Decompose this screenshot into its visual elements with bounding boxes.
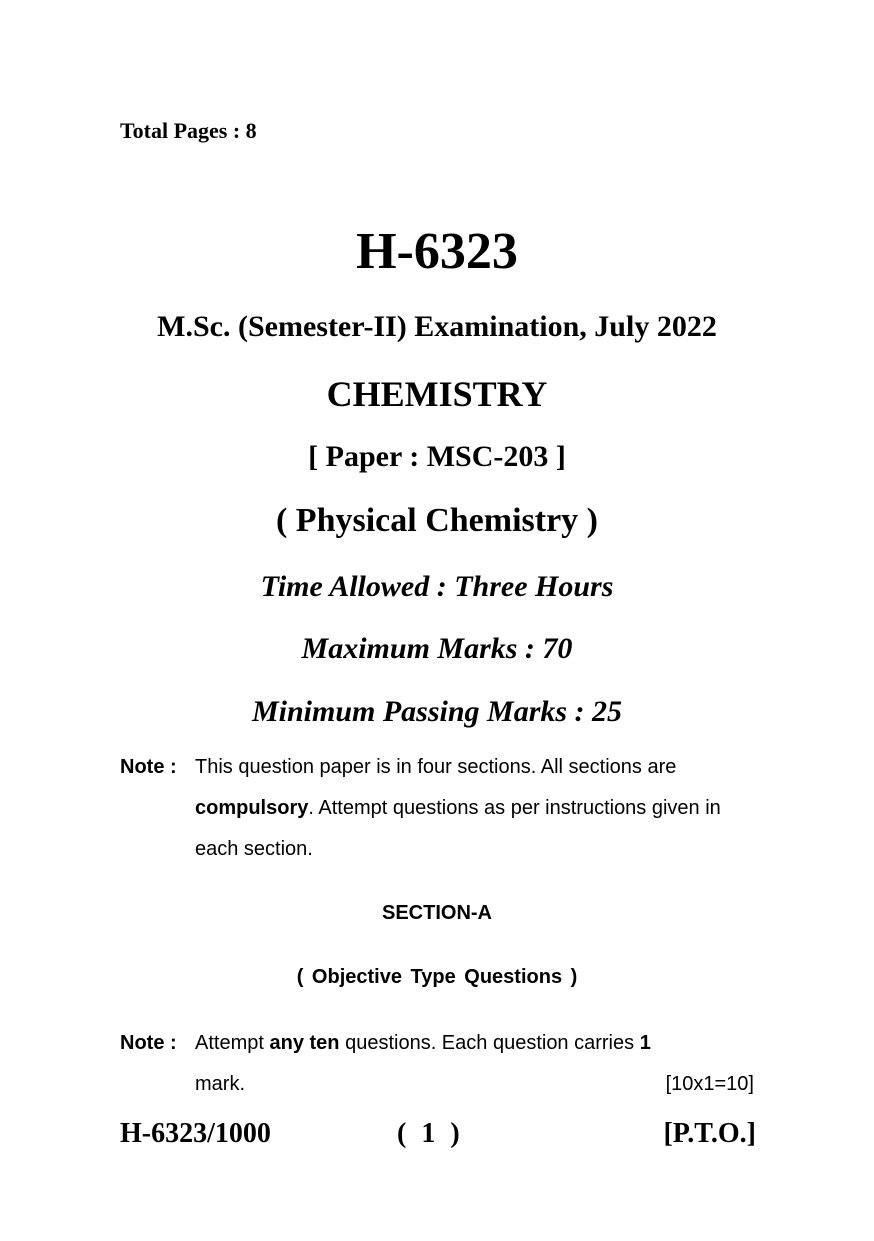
total-pages: Total Pages : 8 xyxy=(120,118,257,143)
note-emphasis: any ten xyxy=(269,1032,340,1054)
note-body xyxy=(195,747,754,870)
note-body xyxy=(195,1023,754,1105)
section-heading: SECTION-A xyxy=(382,902,492,924)
note-text: Attempt xyxy=(195,1032,270,1054)
footer-code: H-6323/1000 xyxy=(120,1118,271,1149)
maximum-marks: Maximum Marks : 70 xyxy=(301,632,573,665)
paper-code: H-6323 xyxy=(356,223,518,280)
paper-number: [ Paper : MSC-203 ] xyxy=(308,440,566,473)
marks-allocation: [10x1=10] xyxy=(665,1073,754,1095)
page-number: ( 1 ) xyxy=(397,1118,460,1149)
branch-title: ( Physical Chemistry ) xyxy=(275,502,598,539)
exam-title: M.Sc. (Semester-II) Examination, July 2022 xyxy=(157,310,717,343)
note-label: Note : xyxy=(120,1032,177,1054)
note-emphasis: 1 xyxy=(639,1032,651,1054)
note-label: Note : xyxy=(120,756,177,778)
time-allowed: Time Allowed : Three Hours xyxy=(260,570,614,603)
note-text: This question paper is in four sections. All sections are xyxy=(195,756,677,778)
section-subheading: ( Objective Type Questions ) xyxy=(296,966,578,988)
section-note xyxy=(120,1023,754,1105)
note-emphasis: compulsory xyxy=(195,797,309,819)
note-line xyxy=(195,1023,754,1064)
minimum-passing-marks: Minimum Passing Marks : 25 xyxy=(251,695,623,728)
general-note xyxy=(120,747,754,870)
note-text: questions. Each question carries xyxy=(339,1032,640,1054)
subject-title: CHEMISTRY xyxy=(326,374,548,414)
note-text: . Attempt questions as per instructions given in each section. xyxy=(195,797,721,860)
note-marks-line xyxy=(195,1064,754,1105)
note-text: mark. xyxy=(195,1073,245,1095)
pto-marker: [P.T.O.] xyxy=(663,1118,756,1149)
